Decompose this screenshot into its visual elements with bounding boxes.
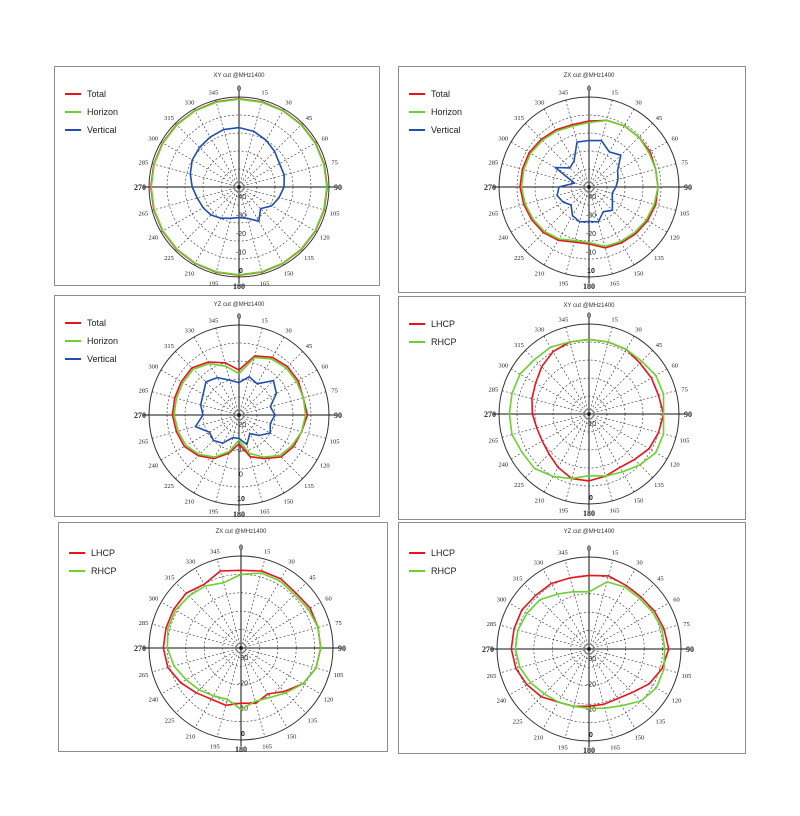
grid-spoke (589, 560, 613, 649)
angle-tick-label: 120 (669, 461, 680, 469)
angle-tick-label: 150 (283, 498, 294, 506)
angle-tick-label: 345 (209, 548, 220, 556)
legend-label: RHCP (431, 337, 457, 347)
angle-tick-label: 60 (673, 596, 680, 604)
angle-tick-label: 225 (164, 483, 174, 491)
angle-tick-label: 105 (333, 672, 344, 680)
angle-tick-label: 165 (609, 507, 620, 515)
angle-tick-label: 45 (655, 341, 663, 349)
angle-tick-label: 165 (259, 280, 270, 288)
grid-spoke (589, 569, 635, 649)
legend-label: LHCP (431, 548, 456, 558)
grid-spoke (509, 649, 589, 695)
angle-tick-label: 300 (148, 363, 159, 371)
grid-spoke (589, 336, 634, 414)
angle-tick-label: 180 (233, 510, 245, 519)
angle-tick-label: 135 (304, 483, 314, 491)
angle-tick-label: 345 (208, 89, 219, 97)
angle-tick-label: 225 (164, 255, 174, 263)
angle-tick-label: 180 (583, 746, 595, 755)
legend-label: LHCP (431, 319, 456, 329)
angle-tick-label: 45 (305, 342, 313, 350)
angle-tick-label: 30 (635, 326, 642, 334)
radial-tick-label: -10 (235, 446, 247, 454)
angle-tick-label: 135 (654, 255, 664, 263)
grid-spoke (241, 624, 330, 648)
angle-tick-label: 90 (686, 645, 694, 654)
angle-tick-label: 15 (611, 89, 618, 97)
angle-tick-label: 135 (655, 718, 666, 726)
grid-spoke (502, 187, 589, 210)
chart-title: XY cut @MHz1400 (563, 303, 615, 309)
grid-spoke (589, 142, 667, 187)
grid-spoke (525, 123, 589, 187)
angle-tick-label: 45 (657, 575, 664, 583)
grid-spoke (543, 569, 589, 649)
angle-tick-label: 75 (683, 620, 690, 628)
angle-tick-label: 225 (164, 717, 175, 725)
grid-spoke (544, 109, 589, 187)
angle-tick-label: 240 (498, 461, 509, 469)
angle-tick-label: 270 (484, 183, 496, 192)
grid-spoke (544, 187, 589, 265)
legend-label: Vertical (87, 354, 117, 364)
angle-tick-label: 270 (484, 410, 496, 419)
angle-tick-label: 75 (681, 159, 688, 167)
legend-label: RHCP (91, 566, 117, 576)
angle-tick-label: 240 (498, 234, 509, 242)
grid-spoke (239, 328, 262, 415)
grid-spoke (194, 109, 239, 187)
radial-tick-label: -40 (235, 194, 247, 201)
angle-tick-label: 0 (587, 311, 591, 320)
angle-tick-label: 195 (209, 743, 220, 751)
angle-tick-label: 30 (635, 99, 642, 107)
angle-tick-label: 315 (512, 575, 523, 583)
grid-spoke (239, 123, 303, 187)
radial-tick-label: -30 (585, 656, 597, 663)
legend-label: Horizon (431, 107, 463, 117)
angle-tick-label: 270 (482, 645, 494, 654)
angle-tick-label: 165 (610, 744, 621, 752)
angle-tick-label: 0 (587, 544, 591, 553)
radial-tick-label: 10 (587, 268, 595, 276)
angle-tick-label: 60 (325, 595, 332, 603)
polar-chart-svg (59, 523, 387, 754)
angle-tick-label: 270 (134, 183, 146, 192)
angle-tick-label: 0 (237, 84, 241, 93)
angle-tick-label: 315 (514, 341, 524, 349)
legend-label: Vertical (431, 125, 461, 135)
chart-panel-xy-total (54, 66, 380, 291)
angle-tick-label: 135 (304, 255, 314, 263)
angle-tick-label: 285 (138, 159, 149, 167)
angle-tick-label: 150 (286, 733, 297, 741)
grid-spoke (161, 648, 241, 694)
radial-tick-label: -20 (585, 231, 597, 239)
angle-tick-label: 210 (185, 733, 196, 741)
angle-tick-label: 210 (534, 497, 545, 505)
angle-tick-label: 15 (611, 549, 619, 557)
grid-spoke (161, 187, 239, 232)
grid-spoke (589, 187, 676, 210)
angle-tick-label: 75 (681, 386, 688, 394)
grid-spoke (239, 187, 317, 232)
angle-tick-label: 180 (233, 282, 245, 291)
angle-tick-label: 265 (138, 210, 149, 218)
polar-chart-svg (55, 67, 379, 291)
angle-tick-label: 15 (261, 317, 268, 325)
radial-tick-label: -10 (235, 249, 247, 257)
angle-tick-label: 265 (138, 672, 149, 680)
angle-tick-label: 60 (671, 362, 678, 370)
angle-tick-label: 225 (514, 255, 524, 263)
radial-tick-label: 0 (589, 495, 593, 503)
angle-tick-label: 300 (148, 135, 159, 143)
angle-tick-label: 165 (259, 508, 270, 516)
grid-spoke (239, 164, 326, 187)
angle-tick-label: 150 (634, 734, 645, 742)
chart-title: ZX cut @MHz1400 (563, 73, 615, 79)
grid-spoke (176, 648, 241, 713)
radial-tick-label: -30 (585, 212, 597, 220)
grid-spoke (152, 392, 239, 415)
radial-tick-label: -30 (235, 212, 247, 220)
grid-spoke (152, 187, 239, 210)
angle-tick-label: 285 (488, 386, 499, 394)
angle-tick-label: 90 (684, 183, 692, 192)
angle-tick-label: 300 (496, 596, 507, 604)
series-line-total (172, 356, 307, 459)
grid-spoke (511, 369, 589, 414)
angle-tick-label: 90 (684, 410, 692, 419)
angle-tick-label: 300 (498, 135, 509, 143)
chart-title: YZ cut @MHz1400 (563, 529, 615, 535)
radial-tick-label: -10 (585, 421, 597, 428)
chart-panel-yz-circular (398, 522, 746, 754)
angle-tick-label: 330 (534, 326, 545, 334)
legend-label: Horizon (87, 336, 119, 346)
angle-tick-label: 315 (164, 114, 174, 122)
grid-spoke (589, 603, 669, 649)
grid-spoke (195, 648, 241, 728)
angle-tick-label: 285 (488, 159, 499, 167)
angle-tick-label: 330 (533, 559, 544, 567)
legend-label: LHCP (91, 548, 116, 558)
grid-spoke (502, 391, 589, 414)
chart-panel-zx-total (398, 66, 746, 293)
grid-spoke (239, 337, 284, 415)
legend-label: RHCP (431, 566, 457, 576)
angle-tick-label: 195 (558, 280, 569, 288)
angle-tick-label: 195 (558, 507, 569, 515)
chart-title: ZX cut @MHz1400 (215, 529, 267, 535)
angle-tick-label: 240 (148, 234, 159, 242)
grid-spoke (589, 100, 612, 187)
polar-chart-svg (399, 67, 745, 292)
chart-title: YZ cut @MHz1400 (213, 302, 265, 308)
angle-tick-label: 120 (671, 697, 682, 705)
grid-spoke (565, 560, 589, 649)
angle-tick-label: 195 (208, 508, 219, 516)
chart-panel-xy-circular (398, 296, 746, 520)
angle-tick-label: 180 (583, 509, 595, 518)
legend-label: Total (87, 89, 107, 99)
grid-spoke (161, 142, 239, 187)
grid-spoke (589, 164, 676, 187)
angle-tick-label: 330 (184, 99, 195, 107)
radial-tick-label: 0 (239, 268, 243, 276)
radial-tick-label: 10 (237, 496, 245, 504)
angle-tick-label: 270 (134, 644, 146, 653)
angle-tick-label: 345 (558, 316, 569, 324)
radial-tick-label: -20 (235, 422, 247, 429)
series-line-vertical (196, 377, 277, 445)
angle-tick-label: 105 (679, 437, 690, 445)
grid-spoke (524, 649, 589, 714)
radial-tick-label: -20 (237, 680, 249, 688)
angle-tick-label: 265 (488, 210, 499, 218)
chart-panel-yz-total (54, 295, 380, 517)
angle-tick-label: 165 (609, 280, 620, 288)
angle-tick-label: 15 (261, 89, 268, 97)
grid-spoke (589, 584, 654, 649)
radial-tick-label: -10 (237, 705, 249, 713)
angle-tick-label: 105 (679, 210, 690, 218)
angle-tick-label: 225 (514, 482, 524, 490)
radial-tick-label: 0 (589, 732, 593, 739)
polar-chart-svg (399, 297, 745, 519)
series-line-vertical (555, 141, 621, 222)
angle-tick-label: 270 (134, 411, 146, 420)
grid-spoke (239, 142, 317, 187)
radial-tick-label: -40 (585, 194, 597, 201)
angle-tick-label: 0 (237, 312, 241, 321)
angle-tick-label: 210 (533, 734, 544, 742)
angle-tick-label: 240 (496, 697, 507, 705)
angle-tick-label: 225 (512, 718, 523, 726)
grid-spoke (502, 164, 589, 187)
angle-tick-label: 285 (486, 620, 497, 628)
angle-tick-label: 265 (488, 437, 499, 445)
angle-tick-label: 300 (148, 595, 159, 603)
angle-tick-label: 105 (329, 438, 340, 446)
angle-tick-label: 210 (184, 270, 195, 278)
grid-spoke (152, 164, 239, 187)
polar-chart-svg (399, 523, 745, 753)
legend-label: Horizon (87, 107, 119, 117)
radial-tick-label: -10 (585, 249, 597, 257)
radial-tick-label: 0 (239, 471, 243, 479)
radial-tick-label: -20 (585, 681, 597, 689)
legend-label: Vertical (87, 125, 117, 135)
grid-spoke (543, 649, 589, 729)
angle-tick-label: 105 (681, 673, 692, 681)
angle-tick-label: 285 (138, 619, 149, 627)
legend-label: Total (431, 89, 451, 99)
angle-tick-label: 75 (331, 387, 338, 395)
angle-tick-label: 60 (321, 135, 328, 143)
angle-tick-label: 195 (208, 280, 219, 288)
angle-tick-label: 330 (534, 99, 545, 107)
angle-tick-label: 90 (334, 411, 342, 420)
series-line-lhcp (532, 339, 664, 481)
angle-tick-label: 315 (514, 114, 524, 122)
angle-tick-label: 15 (263, 548, 271, 556)
angle-tick-label: 300 (498, 362, 509, 370)
angle-tick-label: 45 (309, 574, 316, 582)
angle-tick-label: 345 (208, 317, 219, 325)
angle-tick-label: 75 (335, 619, 342, 627)
grid-spoke (175, 123, 239, 187)
polar-chart-svg (55, 296, 379, 519)
grid-spoke (589, 350, 653, 414)
grid-spoke (195, 568, 241, 648)
angle-tick-label: 30 (285, 99, 292, 107)
angle-tick-label: 60 (321, 363, 328, 371)
angle-tick-label: 90 (338, 644, 346, 653)
angle-tick-label: 135 (654, 482, 664, 490)
grid-spoke (241, 648, 321, 694)
angle-tick-label: 150 (633, 270, 644, 278)
angle-tick-label: 120 (319, 462, 330, 470)
grid-spoke (194, 187, 239, 265)
radial-tick-label: -20 (235, 231, 247, 239)
angle-tick-label: 315 (164, 574, 175, 582)
angle-tick-label: 75 (331, 159, 338, 167)
angle-tick-label: 345 (557, 549, 568, 557)
grid-spoke (239, 109, 284, 187)
angle-tick-label: 120 (319, 234, 330, 242)
angle-tick-label: 265 (138, 438, 149, 446)
angle-tick-label: 285 (138, 387, 149, 395)
angle-tick-label: 210 (184, 498, 195, 506)
angle-tick-label: 240 (148, 696, 159, 704)
angle-tick-label: 195 (557, 744, 568, 752)
angle-tick-label: 210 (534, 270, 545, 278)
angle-tick-label: 150 (633, 497, 644, 505)
angle-tick-label: 90 (334, 183, 342, 192)
angle-tick-label: 0 (587, 84, 591, 93)
angle-tick-label: 240 (148, 462, 159, 470)
radial-tick-label: 0 (241, 731, 245, 738)
angle-tick-label: 30 (285, 327, 292, 335)
angle-tick-label: 180 (235, 745, 247, 754)
legend-label: Total (87, 318, 107, 328)
angle-tick-label: 60 (671, 135, 678, 143)
angle-tick-label: 0 (239, 543, 243, 552)
angle-tick-label: 30 (636, 559, 643, 567)
angle-tick-label: 135 (307, 717, 318, 725)
angle-tick-label: 330 (185, 558, 196, 566)
angle-tick-label: 150 (283, 270, 294, 278)
angle-tick-label: 330 (184, 327, 195, 335)
angle-tick-label: 315 (164, 342, 174, 350)
chart-title: XY cut @MHz1400 (213, 73, 265, 79)
angle-tick-label: 30 (288, 558, 295, 566)
grid-spoke (217, 559, 241, 648)
angle-tick-label: 345 (558, 89, 569, 97)
angle-tick-label: 45 (305, 114, 313, 122)
chart-panel-zx-circular (58, 522, 388, 752)
angle-tick-label: 165 (262, 743, 273, 751)
angle-tick-label: 180 (583, 282, 595, 291)
grid-spoke (239, 392, 326, 415)
angle-tick-label: 15 (611, 316, 618, 324)
grid-spoke (216, 100, 239, 187)
angle-tick-label: 120 (323, 696, 334, 704)
grid-spoke (175, 351, 239, 415)
grid-spoke (589, 414, 653, 478)
angle-tick-label: 45 (655, 114, 663, 122)
angle-tick-label: 265 (486, 673, 497, 681)
radial-tick-label: -30 (237, 655, 249, 662)
angle-tick-label: 105 (329, 210, 340, 218)
grid-spoke (589, 187, 667, 232)
angle-tick-label: 120 (669, 234, 680, 242)
radial-tick-label: -10 (585, 706, 597, 714)
grid-spoke (502, 414, 589, 437)
grid-spoke (239, 100, 262, 187)
